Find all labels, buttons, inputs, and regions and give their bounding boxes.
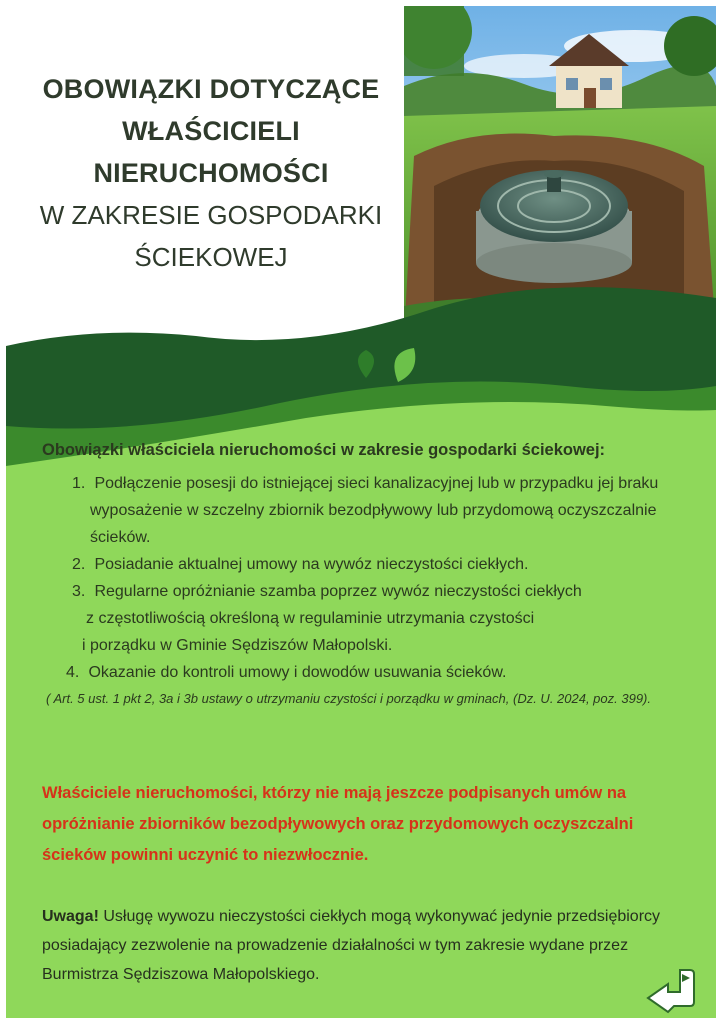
item-text: wyposażenie w szczelny zbiornik bezodpływowy lub przydomową oczyszczalnie xyxy=(90,502,657,519)
list-item xyxy=(42,470,682,551)
item-text: z częstotliwością określoną w regulaminie utrzymania czystości xyxy=(86,610,535,627)
item-number: 4. xyxy=(66,664,80,681)
warning-line: ścieków powinni uczynić to niezwłocznie. xyxy=(42,846,369,864)
note-text: Burmistrza Sędziszowa Małopolskiego. xyxy=(42,966,320,983)
title-line: W ZAKRESIE GOSPODARKI xyxy=(39,200,383,230)
title-line: WŁAŚCICIELI xyxy=(122,116,300,146)
list-item xyxy=(42,578,682,659)
note-text: posiadający zezwolenie na prowadzenie działalności w tym zakresie wydane przez xyxy=(42,937,629,954)
item-text: i porządku w Gminie Sędziszów Małopolski. xyxy=(82,637,393,654)
item-text: Regularne opróżnianie szamba poprzez wywóz nieczystości ciekłych xyxy=(94,583,582,600)
title-line: OBOWIĄZKI DOTYCZĄCE xyxy=(42,74,380,104)
item-text: Podłączenie posesji do istniejącej sieci kanalizacyjnej lub w przypadku jej braku xyxy=(94,475,659,492)
list-item xyxy=(42,659,682,686)
title-line: NIERUCHOMOŚCI xyxy=(93,158,329,188)
duties-intro: Obowiązki właściciela nieruchomości w zakresie gospodarki ściekowej: xyxy=(42,441,606,459)
back-arrow-icon[interactable] xyxy=(646,966,696,1014)
page-title xyxy=(26,68,396,278)
warning-line: Właściciele nieruchomości, którzy nie mają jeszcze podpisanych umów na xyxy=(42,784,627,802)
list-item xyxy=(42,551,682,578)
item-text: Okazanie do kontroli umowy i dowodów usuwania ścieków. xyxy=(88,664,507,681)
item-number: 2. xyxy=(72,556,86,573)
item-number: 1. xyxy=(72,475,86,492)
legal-basis: ( Art. 5 ust. 1 pkt 2, 3a i 3b ustawy o utrzymaniu czystości i porządku w gminach, (Dz. U. 2024, poz. 399). xyxy=(46,691,652,706)
title-line: ŚCIEKOWEJ xyxy=(134,242,288,272)
item-text: ścieków. xyxy=(90,529,151,546)
note-section xyxy=(42,902,674,989)
item-text: Posiadanie aktualnej umowy na wywóz nieczystości ciekłych. xyxy=(94,556,529,573)
note-text: Usługę wywozu nieczystości ciekłych mogą wykonywać jedynie przedsiębiorcy xyxy=(98,908,661,925)
warning-notice xyxy=(42,778,674,871)
item-number: 3. xyxy=(72,583,86,600)
note-label: Uwaga! xyxy=(42,908,99,925)
warning-line: opróżnianie zbiorników bezodpływowych oraz przydomowych oczyszczalni xyxy=(42,815,634,833)
poster xyxy=(6,6,716,1018)
duties-section xyxy=(42,438,682,708)
duties-list xyxy=(42,470,682,686)
